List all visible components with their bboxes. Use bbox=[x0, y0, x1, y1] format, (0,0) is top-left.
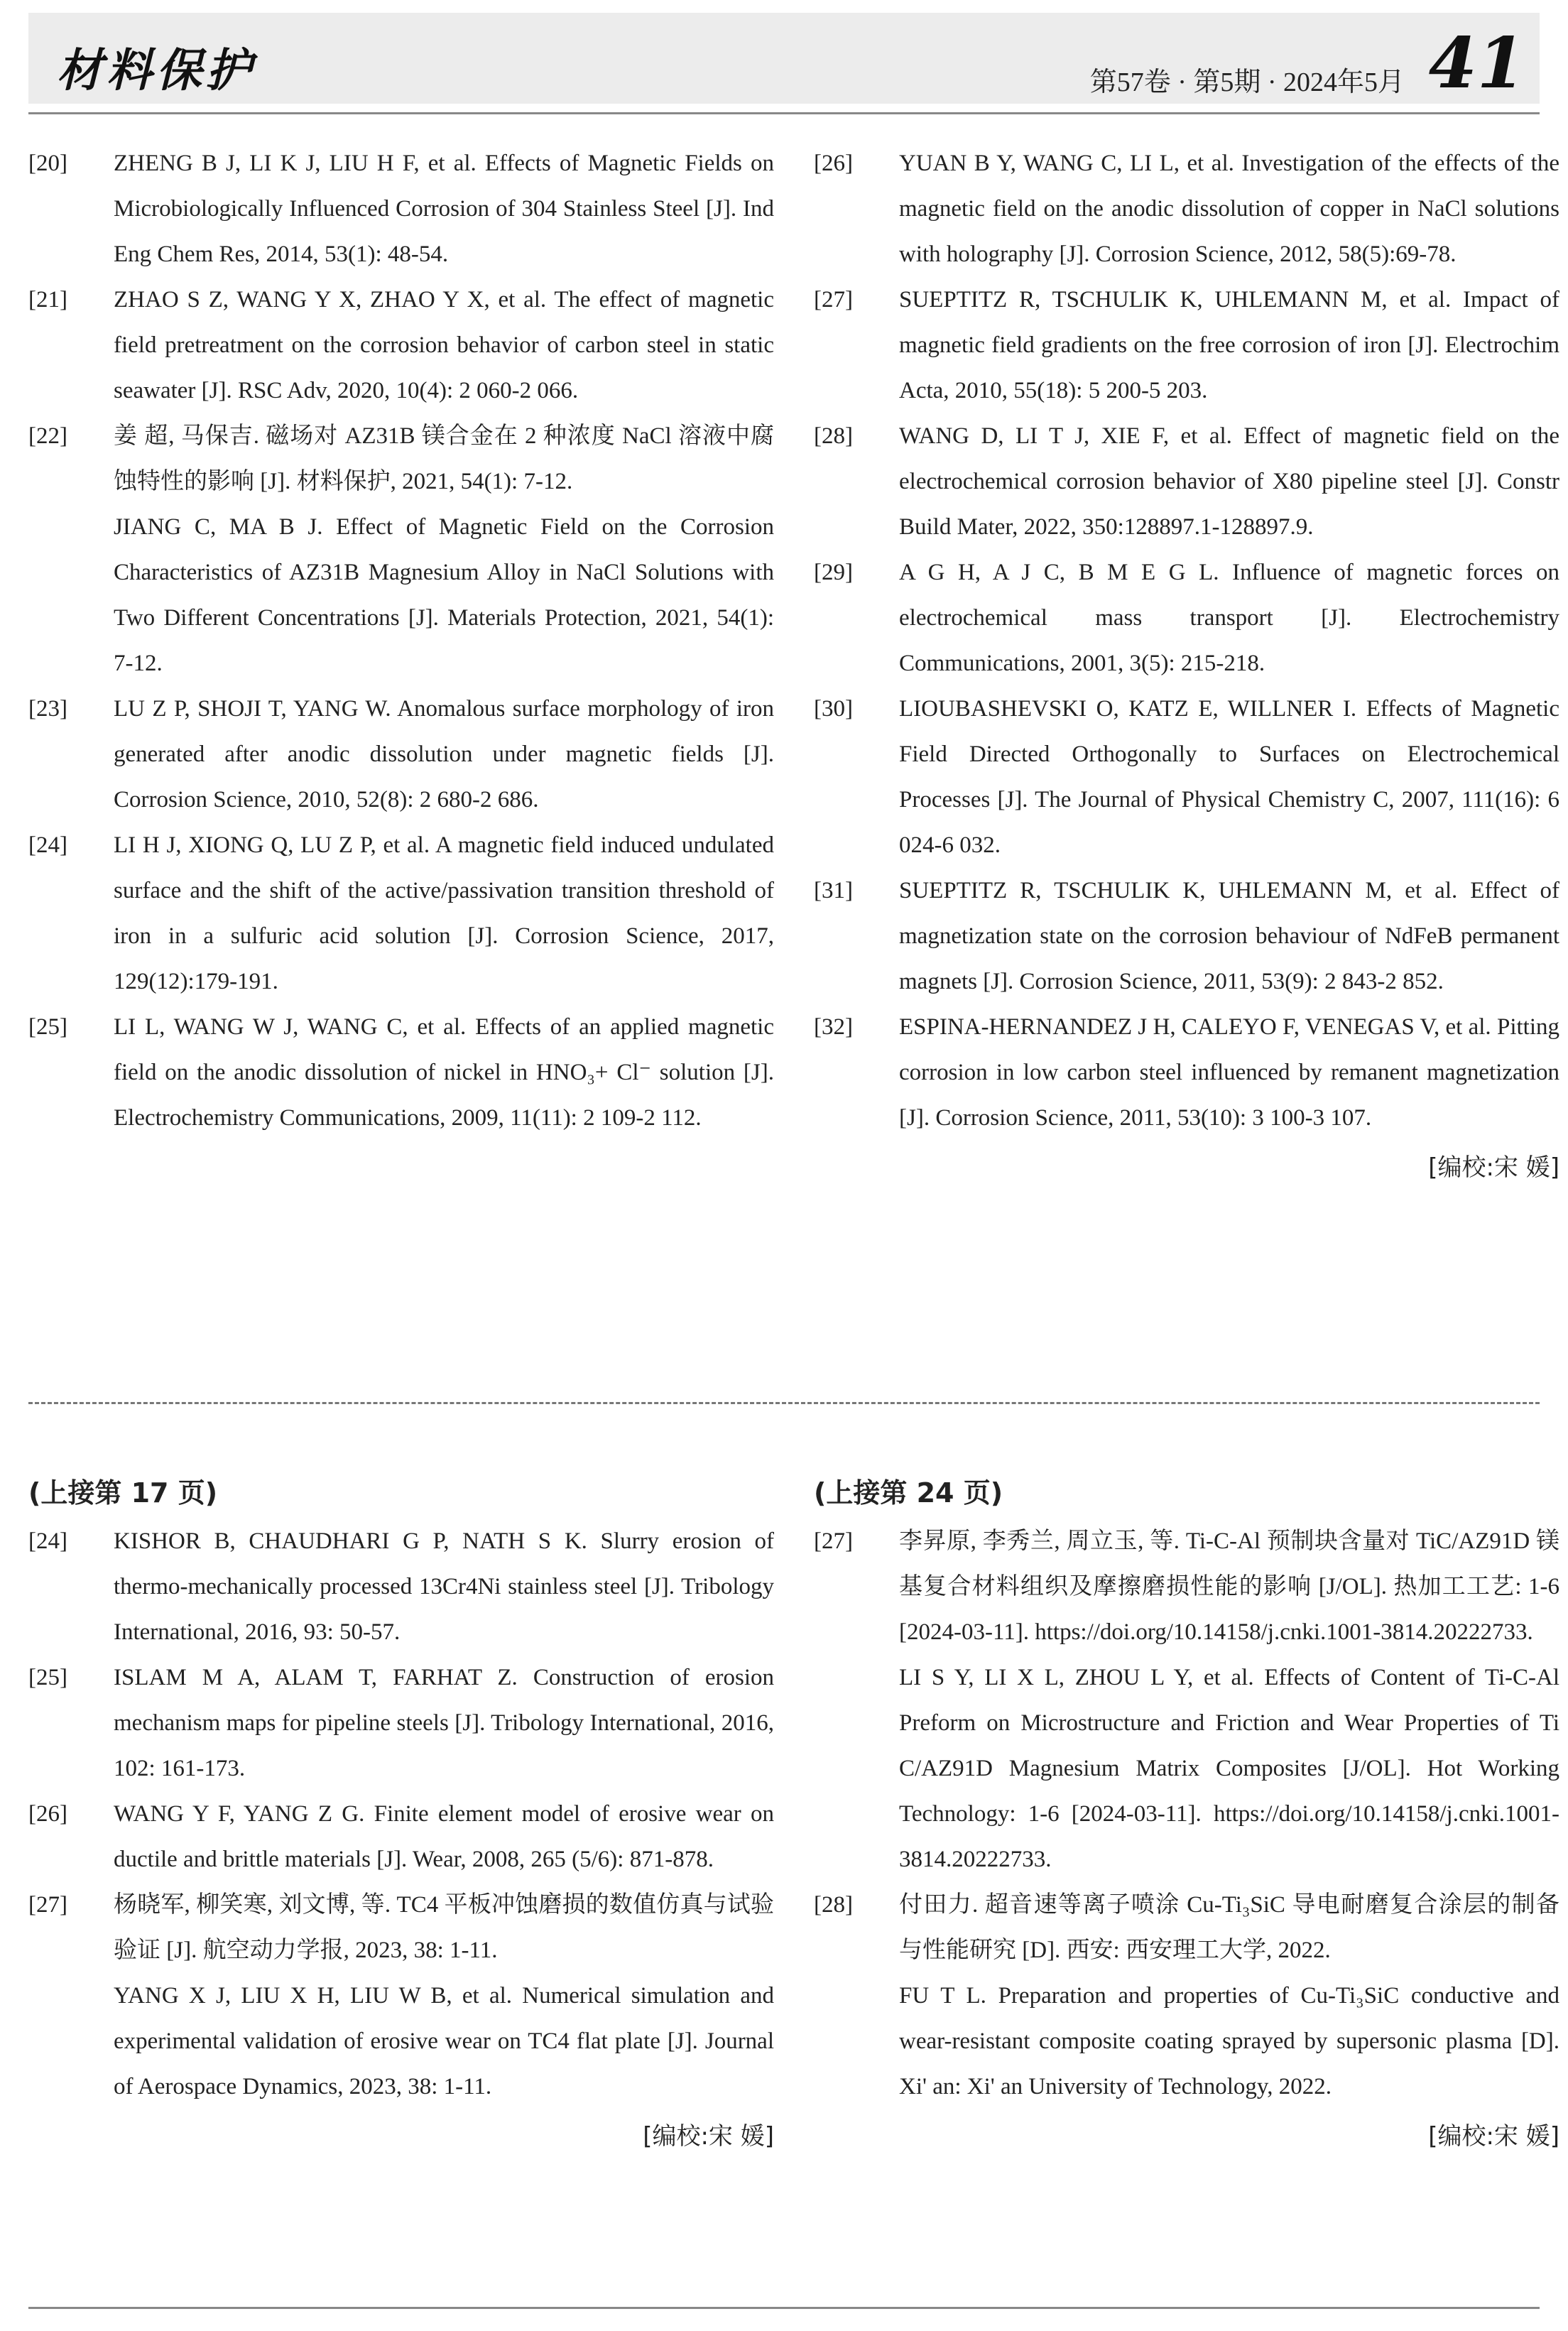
reference-text: ESPINA-HERNANDEZ J H, CALEYO F, VENEGAS V, et al. Pitting corrosion in low carbon steel influenced by remanent magnetization [J]. Corrosion Science, 2011, 53(10): 3 100-3 107. bbox=[899, 1014, 1559, 1131]
reference-number: [20] bbox=[28, 151, 67, 176]
editor-note: [编校:宋 媛] bbox=[1428, 2122, 1559, 2151]
reference-number: [24] bbox=[28, 832, 67, 858]
reference-number: [23] bbox=[28, 696, 67, 722]
reference-text: A G H, A J C, B M E G L. Influence of magnetic forces on electrochemical mass transport [J]. Electrochemistry Communications, 2001, 3(5): 215-218. bbox=[899, 560, 1559, 676]
reference-number: [25] bbox=[28, 1665, 67, 1690]
reference-number: [27] bbox=[28, 1892, 67, 1918]
reference-item bbox=[28, 1655, 774, 1791]
footer-rule bbox=[28, 2307, 1540, 2309]
reference-text: KISHOR B, CHAUDHARI G P, NATH S K. Slurry erosion of thermo-mechanically processed 13Cr4Ni stainless steel [J]. Tribology International, 2016, 93: 50-57. bbox=[114, 1528, 774, 1645]
reference-item bbox=[814, 1882, 1559, 2109]
journal-logo: 材料保护 bbox=[57, 44, 256, 97]
reference-text: 姜 超, 马保吉. 磁场对 AZ31B 镁合金在 2 种浓度 NaCl 溶液中腐蚀特性的影响 [J]. 材料保护, 2021, 54(1): 7-12. bbox=[114, 423, 774, 494]
reference-item bbox=[28, 686, 774, 822]
reference-number: [29] bbox=[814, 560, 853, 585]
reference-number: [21] bbox=[28, 287, 67, 313]
reference-item bbox=[814, 277, 1559, 413]
reference-translation: LI S Y, LI X L, ZHOU L Y, et al. Effects of Content of Ti-C-Al Preform on Microstructure and Friction and Wear Properties of Ti C/AZ91D Magnesium Matrix Composites [J/OL]. Hot Working Technology: 1-6 [2024-03-11]. https://doi.org/10.14158/j.cnki.1001-3814.20222733. bbox=[899, 1665, 1559, 1872]
references-top-left bbox=[28, 141, 774, 1141]
page-number: 41 bbox=[1428, 23, 1525, 104]
reference-number: [27] bbox=[814, 1528, 853, 1554]
reference-item bbox=[814, 550, 1559, 686]
reference-text: ZHAO S Z, WANG Y X, ZHAO Y X, et al. The effect of magnetic field pretreatment on the corrosion behavior of carbon steel in static seawater [J]. RSC Adv, 2020, 10(4): 2 060-2 066. bbox=[114, 287, 774, 403]
reference-text: 李昇原, 李秀兰, 周立玉, 等. Ti-C-Al 预制块含量对 TiC/AZ91D 镁基复合材料组织及摩擦磨损性能的影响 [J/OL]. 热加工工艺: 1-6 [2024-03-11]. https://doi.org/10.14158/j.cnki.1001-3814.20222733. bbox=[899, 1528, 1559, 1645]
reference-number: [27] bbox=[814, 287, 853, 313]
reference-item bbox=[28, 1791, 774, 1882]
reference-item bbox=[814, 141, 1559, 277]
reference-item bbox=[814, 1004, 1559, 1141]
reference-text: SUEPTITZ R, TSCHULIK K, UHLEMANN M, et al. Effect of magnetization state on the corrosion behaviour of NdFeB permanent magnets [J]. Corrosion Science, 2011, 53(9): 2 843-2 852. bbox=[899, 878, 1559, 994]
reference-number: [30] bbox=[814, 696, 853, 722]
reference-item bbox=[28, 141, 774, 277]
reference-item bbox=[814, 868, 1559, 1004]
reference-text: ISLAM M A, ALAM T, FARHAT Z. Construction of erosion mechanism maps for pipeline steels [J]. Tribology International, 2016, 102: 161-173. bbox=[114, 1665, 774, 1781]
reference-translation: FU T L. Preparation and properties of Cu-Ti₃SiC conductive and wear-resistant composite coating sprayed by supersonic plasma [D]. Xi' an: Xi' an University of Technology, 2022. bbox=[899, 1983, 1559, 2099]
reference-text: LI H J, XIONG Q, LU Z P, et al. A magnetic field induced undulated surface and the shift of the active/passivation transition threshold of iron in a sulfuric acid solution [J]. Corrosion Science, 2017, 129(12):179-191. bbox=[114, 832, 774, 994]
reference-text: LI L, WANG W J, WANG C, et al. Effects of an applied magnetic field on the anodic dissolution of nickel in HNO₃+ Cl⁻ solution [J]. Electrochemistry Communications, 2009, 11(11): 2 109-2 112. bbox=[114, 1014, 774, 1131]
reference-item bbox=[814, 686, 1559, 868]
reference-number: [28] bbox=[814, 1892, 853, 1918]
reference-item bbox=[814, 413, 1559, 550]
continued-heading: (上接第 24 页) bbox=[814, 1477, 1003, 1509]
reference-translation: JIANG C, MA B J. Effect of Magnetic Field on the Corrosion Characteristics of AZ31B Magnesium Alloy in NaCl Solutions with Two Different Concentrations [J]. Materials Protection, 2021, 54(1): 7-12. bbox=[114, 514, 774, 676]
reference-item bbox=[28, 822, 774, 1004]
editor-note: [编校:宋 媛] bbox=[1428, 1153, 1559, 1182]
reference-number: [31] bbox=[814, 878, 853, 903]
issue-info: 第57卷 · 第5期 · 2024年5月 bbox=[1089, 67, 1405, 97]
reference-text: 付田力. 超音速等离子喷涂 Cu-Ti₃SiC 导电耐磨复合涂层的制备与性能研究 [D]. 西安: 西安理工大学, 2022. bbox=[899, 1892, 1559, 1963]
reference-text: LIOUBASHEVSKI O, KATZ E, WILLNER I. Effects of Magnetic Field Directed Orthogonally to Surfaces on Electrochemical Processes [J]. The Journal of Physical Chemistry C, 2007, 111(16): 6 024-6 032. bbox=[899, 696, 1559, 858]
reference-translation: YANG X J, LIU X H, LIU W B, et al. Numerical simulation and experimental validation of erosive wear on TC4 flat plate [J]. Journal of Aerospace Dynamics, 2023, 38: 1-11. bbox=[114, 1983, 774, 2099]
continued-references-right bbox=[814, 1470, 1559, 2159]
reference-number: [25] bbox=[28, 1014, 67, 1040]
reference-number: [28] bbox=[814, 423, 853, 449]
reference-number: [24] bbox=[28, 1528, 67, 1554]
references-top-right bbox=[814, 141, 1559, 1190]
reference-item bbox=[28, 413, 774, 686]
reference-number: [22] bbox=[28, 423, 67, 449]
reference-text: WANG Y F, YANG Z G. Finite element model of erosive wear on ductile and brittle materials [J]. Wear, 2008, 265 (5/6): 871-878. bbox=[114, 1801, 774, 1872]
reference-number: [26] bbox=[814, 151, 853, 176]
reference-text: SUEPTITZ R, TSCHULIK K, UHLEMANN M, et al. Impact of magnetic field gradients on the free corrosion of iron [J]. Electrochim Acta, 2010, 55(18): 5 200-5 203. bbox=[899, 287, 1559, 403]
reference-text: LU Z P, SHOJI T, YANG W. Anomalous surface morphology of iron generated after anodic dissolution under magnetic fields [J]. Corrosion Science, 2010, 52(8): 2 680-2 686. bbox=[114, 696, 774, 813]
reference-item bbox=[814, 1518, 1559, 1882]
page-header bbox=[0, 0, 1568, 121]
continued-references-left bbox=[28, 1470, 774, 2159]
continued-heading: (上接第 17 页) bbox=[28, 1477, 218, 1509]
editor-note: [编校:宋 媛] bbox=[643, 2122, 774, 2151]
reference-item bbox=[28, 1004, 774, 1141]
reference-item bbox=[28, 1518, 774, 1655]
reference-text: ZHENG B J, LI K J, LIU H F, et al. Effects of Magnetic Fields on Microbiologically Influenced Corrosion of 304 Stainless Steel [J]. Ind Eng Chem Res, 2014, 53(1): 48-54. bbox=[114, 151, 774, 267]
reference-text: WANG D, LI T J, XIE F, et al. Effect of magnetic field on the electrochemical corrosion behavior of X80 pipeline steel [J]. Constr Build Mater, 2022, 350:128897.1-128897.9. bbox=[899, 423, 1559, 540]
reference-number: [32] bbox=[814, 1014, 853, 1040]
reference-text: 杨晓军, 柳笑寒, 刘文博, 等. TC4 平板冲蚀磨损的数值仿真与试验验证 [J]. 航空动力学报, 2023, 38: 1-11. bbox=[114, 1892, 774, 1963]
reference-item bbox=[28, 1882, 774, 2109]
reference-item bbox=[28, 277, 774, 413]
section-divider bbox=[28, 1402, 1540, 1404]
reference-number: [26] bbox=[28, 1801, 67, 1827]
reference-text: YUAN B Y, WANG C, LI L, et al. Investigation of the effects of the magnetic field on the anodic dissolution of copper in NaCl solutions with holography [J]. Corrosion Science, 2012, 58(5):69-78. bbox=[899, 151, 1559, 267]
header-rule bbox=[28, 112, 1540, 114]
